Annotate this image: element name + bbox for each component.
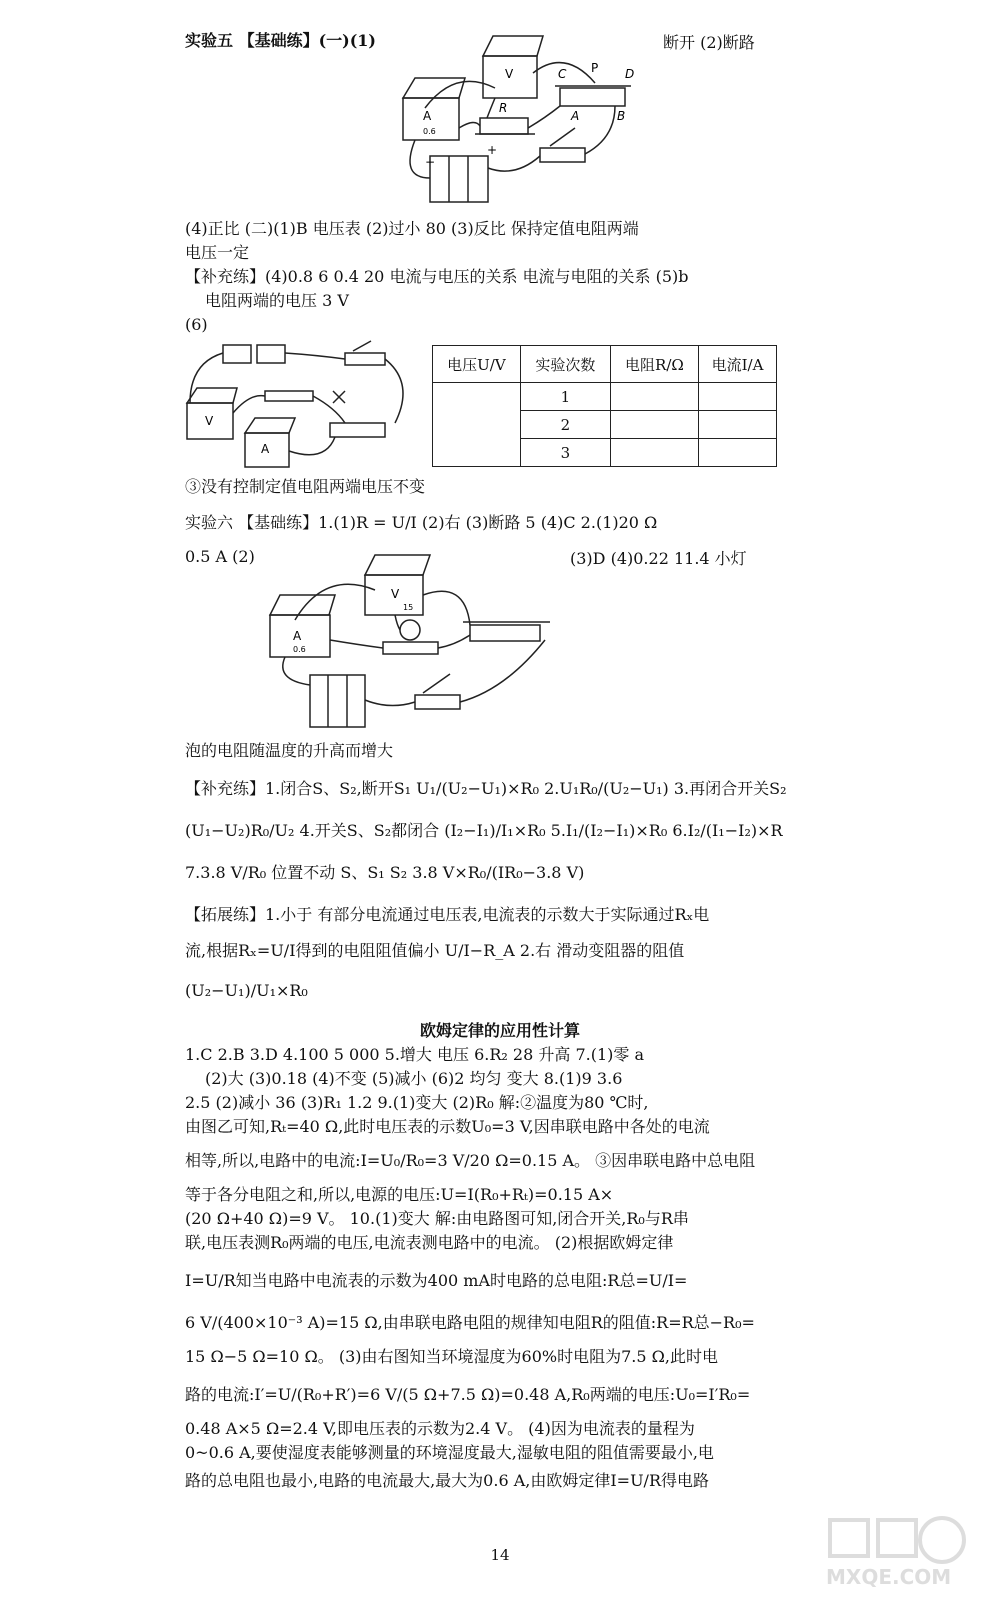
exp5-line-5: (6) (185, 315, 208, 334)
ohm-line: 路的电流:I′=U/(R₀+R′)=6 V/(5 Ω+7.5 Ω)=0.48 A,R₀两端的电压:U₀=I′R₀= (185, 1385, 751, 1404)
ohm-line: (20 Ω+40 Ω)=9 V。 10.(1)变大 解:由电路图可知,闭合开关,R₀与R串 (185, 1209, 689, 1228)
exp6-line-9: (U₂−U₁)/U₁×R₀ (185, 981, 308, 1000)
exp5-line-4: 电阻两端的电压 3 V (205, 291, 349, 310)
battery-minus-label: − (425, 155, 436, 169)
exp6-line-5: (U₁−U₂)R₀/U₂ 4.开关S、S₂都闭合 (I₂−I₁)/I₁×R₀ 5.I₁/(I₂−I₁)×R₀ 6.I₂/(I₁−I₂)×R (185, 821, 783, 840)
table-header-cell: 电阻R/Ω (610, 346, 698, 383)
table-cell (433, 383, 521, 467)
exp5-line-3: 【补充练】(4)0.8 6 0.4 20 电流与电压的关系 电流与电阻的关系 (5)b (185, 267, 689, 286)
exp5-line-6: ③没有控制定值电阻两端电压不变 (185, 477, 426, 496)
table-cell (610, 439, 698, 467)
exp5-line-1: (4)正比 (二)(1)B 电压表 (2)过小 80 (3)反比 保持定值电阻两端 (185, 219, 639, 238)
ohm-line: 1.C 2.B 3.D 4.100 5 000 5.增大 电压 6.R₂ 28 升高 7.(1)零 a (185, 1045, 645, 1064)
table-cell: 3 (520, 439, 610, 467)
battery-plus-label: + (487, 143, 498, 157)
ohm-line: I=U/R知当电路中电流表的示数为400 mA时电路的总电阻:R总=U/I= (185, 1271, 688, 1290)
table-header-cell: 电压U/V (433, 346, 521, 383)
ohm-line: (2)大 (3)0.18 (4)不变 (5)减小 (6)2 均匀 变大 8.(1)9 3.6 (205, 1069, 623, 1088)
voltmeter-scale-label-3: 15 (403, 603, 414, 612)
ammeter-scale-label-3: 0.6 (293, 645, 306, 654)
rheostat-b-label: B (617, 109, 626, 123)
rheostat-d-label: D (625, 67, 635, 81)
exp6-line-3: 泡的电阻随温度的升高而增大 (185, 741, 394, 760)
table-row (433, 383, 777, 411)
exp5-heading-right: 断开 (2)断路 (663, 33, 755, 52)
ohm-line: 联,电压表测R₀两端的电压,电流表测电路中的电流。 (2)根据欧姆定律 (185, 1233, 674, 1252)
ohm-line: 0~0.6 A,要使湿度表能够测量的环境湿度最大,湿敏电阻的阻值需要最小,电 (185, 1443, 714, 1462)
table-cell (699, 411, 777, 439)
voltmeter-v-label: V (505, 67, 514, 81)
exp6-line-4: 【补充练】1.闭合S、S₂,断开S₁ U₁/(U₂−U₁)×R₀ 2.U₁R₀/(U₂−U₁) 3.再闭合开关S₂ (185, 779, 787, 798)
table-cell: 2 (520, 411, 610, 439)
rheostat-c-label: C (558, 67, 567, 81)
watermark-text: MXQE.COM (826, 1565, 952, 1589)
table-cell (699, 439, 777, 467)
ohm-line: 0.48 A×5 Ω=2.4 V,即电压表的示数为2.4 V。 (4)因为电流表的量程为 (185, 1419, 695, 1438)
exp6-line-8: 流,根据Rₓ=U/I得到的电阻阻值偏小 U/I−R_A 2.右 滑动变阻器的阻值 (185, 941, 685, 960)
circuit-figure-1 (395, 28, 645, 208)
page-number: 14 (490, 1546, 510, 1564)
ohm-line: 2.5 (2)减小 36 (3)R₁ 1.2 9.(1)变大 (2)R₀ 解:②温度为80 ℃时, (185, 1093, 649, 1112)
rheostat-p-label: P (591, 61, 599, 75)
ammeter-scale-label: 0.6 (423, 127, 436, 136)
rheostat-a-label: A (571, 109, 580, 123)
table-cell: 1 (520, 383, 610, 411)
ammeter-a-label: A (423, 109, 432, 123)
watermark-logo (822, 1512, 982, 1592)
table-header-cell: 电流I/A (699, 346, 777, 383)
exp5-line-2: 电压一定 (185, 243, 250, 262)
table-cell (699, 383, 777, 411)
ammeter-a-label-3: A (293, 629, 302, 643)
ohm-line: 15 Ω−5 Ω=10 Ω。 (3)由右图知当环境湿度为60%时电阻为7.5 Ω,此时电 (185, 1347, 718, 1366)
exp6-line-2-right: (3)D (4)0.22 11.4 小灯 (570, 549, 747, 568)
exp5-heading: 实验五 【基础练】(一)(1) (185, 31, 376, 50)
ohm-line: 路的总电阻也最小,电路的电流最大,最大为0.6 A,由欧姆定律I=U/R得电路 (185, 1471, 709, 1490)
ohm-line: 由图乙可知,Rₜ=40 Ω,此时电压表的示数U₀=3 V,因串联电路中各处的电流 (185, 1117, 710, 1136)
ammeter-a-label-2: A (261, 442, 270, 456)
resistor-r-label: R (499, 101, 508, 115)
table-cell (610, 383, 698, 411)
circuit-figure-2 (185, 333, 415, 473)
exp6-line-7: 【拓展练】1.小于 有部分电流通过电压表,电流表的示数大于实际通过Rₓ电 (185, 905, 710, 924)
data-table (432, 345, 777, 467)
table-cell (610, 411, 698, 439)
ohm-line: 等于各分电阻之和,所以,电源的电压:U=I(R₀+Rₜ)=0.15 A× (185, 1185, 614, 1204)
ohm-line: 相等,所以,电路中的电流:I=U₀/R₀=3 V/20 Ω=0.15 A。 ③因串联电路中总电阻 (185, 1151, 756, 1170)
table-header-cell: 实验次数 (520, 346, 610, 383)
voltmeter-v-label-2: V (205, 414, 214, 428)
section-title: 欧姆定律的应用性计算 (419, 1021, 580, 1040)
table-header-row (433, 346, 777, 383)
voltmeter-v-label-3: V (391, 587, 400, 601)
exp6-line-1: 实验六 【基础练】1.(1)R = U/I (2)右 (3)断路 5 (4)C 2.(1)20 Ω (185, 513, 658, 532)
exp6-line-2: 0.5 A (2) (185, 547, 255, 566)
ohm-line: 6 V/(400×10⁻³ A)=15 Ω,由串联电路电阻的规律知电阻R的阻值:R=R总−R₀= (185, 1313, 755, 1332)
circuit-figure-3 (265, 550, 575, 735)
exp6-line-6: 7.3.8 V/R₀ 位置不动 S、S₁ S₂ 3.8 V×R₀/(IR₀−3.8 V) (185, 863, 585, 882)
